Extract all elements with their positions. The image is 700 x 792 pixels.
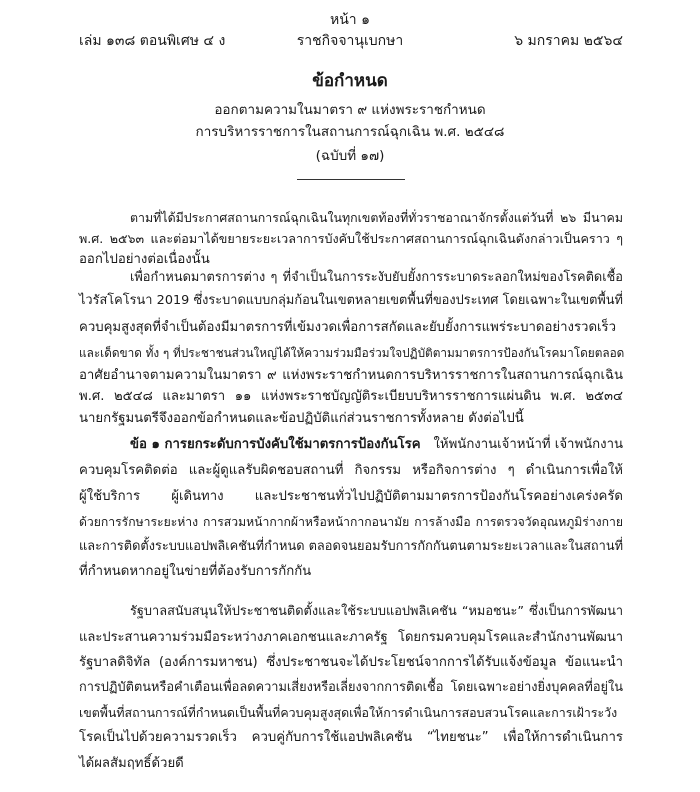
paragraph-4-line-7: ได้ผลสัมฤทธิ์ด้วยดี xyxy=(79,756,184,771)
document-title: ข้อกำหนด xyxy=(312,71,388,91)
paragraph-4-line-3: รัฐบาลดิจิทัล (องค์การมหาชน) ซึ่งประชาชนจะได้ประโยชน์จากการได้รับแจ้งข้อมูล ข้อแนะนำ xyxy=(79,655,623,670)
gazette-name: ราชกิจจานุเบกษา xyxy=(296,33,404,49)
subtitle-line-1: ออกตามความในมาตรา ๙ แห่งพระราชกำหนด xyxy=(214,102,486,118)
paragraph-2-line-3: ควบคุมสูงสุดที่จำเป็นต้องมีมาตรการที่เข้มงวดเพื่อการสกัดและยับยั้งการแพร่ระบาดอย่างรวดเร็ว xyxy=(79,320,616,335)
publication-date: ๖ มกราคม ๒๕๖๔ xyxy=(514,33,623,49)
paragraph-4-line-5: เขตพื้นที่สถานการณ์ที่กำหนดเป็นพื้นที่ควบคุมสูงสุดเพื่อให้การดำเนินการสอบสวนโรคและการเฝ้าระวัง xyxy=(79,705,618,720)
paragraph-2-line-2: ไวรัสโคโรนา 2019 ซึ่งระบาดแบบกลุ่มก้อนในเขตหลายเขตพื้นที่ของประเทศ โดยเฉพาะในเขตพื้นที่ xyxy=(79,293,623,308)
clause-1-line-2: ควบคุมโรคติดต่อ และผู้ดูแลรับผิดชอบสถานที่ กิจกรรม หรือกิจการต่าง ๆ ดำเนินการเพื่อให้ xyxy=(79,463,623,478)
paragraph-4-line-2: และประสานความร่วมมือระหว่างภาคเอกชนและภาครัฐ โดยกรมควบคุมโรคและสำนักงานพัฒนา xyxy=(79,630,623,645)
subtitle-line-2: การบริหารราชการในสถานการณ์ฉุกเฉิน พ.ศ. ๒๕๔๘ xyxy=(195,124,505,140)
paragraph-1-line-1: ตามที่ได้มีประกาศสถานการณ์ฉุกเฉินในทุกเขตท้องที่ทั่วราชอาณาจักรตั้งแต่วันที่ ๒๖ มีนาคม xyxy=(130,210,623,225)
clause-1-line-4: ด้วยการรักษาระยะห่าง การสวมหน้ากากผ้าหรือหน้ากากอนามัย การล้างมือ การตรวจวัดอุณหภูมิร่างกาย xyxy=(79,515,623,529)
paragraph-1-line-2: พ.ศ. ๒๕๖๓ และต่อมาได้ขยายระยะเวลาการบังคับใช้ประกาศสถานการณ์ฉุกเฉินดังกล่าวเป็นคราว ๆ xyxy=(79,231,623,246)
paragraph-1-line-3: ออกไปอย่างต่อเนื่องนั้น xyxy=(79,252,210,267)
volume-info: เล่ม ๑๓๘ ตอนพิเศษ ๔ ง xyxy=(79,33,226,49)
clause-1-heading: ข้อ ๑ การยกระดับการบังคับใช้มาตรการป้องกันโรค xyxy=(130,437,421,452)
title-divider xyxy=(297,179,405,180)
edition-number: (ฉบับที่ ๑๗) xyxy=(315,148,385,164)
paragraph-4-line-6: โรคเป็นไปด้วยความรวดเร็ว ควบคู่กับการใช้แอปพลิเคชัน “ไทยชนะ” เพื่อให้การดำเนินการ xyxy=(79,730,623,745)
paragraph-4-line-1: รัฐบาลสนับสนุนให้ประชาชนติดตั้งและใช้ระบบแอปพลิเคชัน “หมอชนะ” ซึ่งเป็นการพัฒนา xyxy=(130,604,623,619)
paragraph-2-line-6: พ.ศ. ๒๕๔๘ และมาตรา ๑๑ แห่งพระราชบัญญัติระเบียบบริหารราชการแผ่นดิน พ.ศ. ๒๕๓๔ xyxy=(79,389,623,404)
paragraph-2-line-5: อาศัยอำนาจตามความในมาตรา ๙ แห่งพระราชกำหนดการบริหารราชการในสถานการณ์ฉุกเฉิน xyxy=(79,368,623,383)
clause-1-line-3: ผู้ใช้บริการ ผู้เดินทาง และประชาชนทั่วไปปฏิบัติตามมาตรการป้องกันโรคอย่างเคร่งครัด xyxy=(79,489,623,504)
clause-1-line-1 xyxy=(130,437,623,453)
page-number: หน้า ๑ xyxy=(330,12,370,28)
paragraph-2-line-1: เพื่อกำหนดมาตรการต่าง ๆ ที่จำเป็นในการระงับยับยั้งการระบาดระลอกใหม่ของโรคติดเชื้อ xyxy=(130,270,623,285)
clause-1-line-5: และการติดตั้งระบบแอปพลิเคชันที่กำหนด ตลอดจนยอมรับการกักกันตนตามระยะเวลาและในสถานที่ xyxy=(79,539,623,554)
paragraph-4-line-4: การปฏิบัติตนหรือคำเตือนเพื่อลดความเสี่ยงหรือเลี่ยงจากการติดเชื้อ โดยเฉพาะอย่างยิ่งบุคคลที่อยู่ใน xyxy=(79,680,623,695)
clause-1-line-6: ที่กำหนดหากอยู่ในข่ายที่ต้องรับการกักกัน xyxy=(79,564,312,579)
paragraph-2-line-7: นายกรัฐมนตรีจึงออกข้อกำหนดและข้อปฏิบัติแก่ส่วนราชการทั้งหลาย ดังต่อไปนี้ xyxy=(79,411,524,426)
clause-1-text-start: ให้พนักงานเจ้าหน้าที่ เจ้าพนักงาน xyxy=(433,437,623,452)
paragraph-2-line-4: และเด็ดขาด ทั้ง ๆ ที่ประชาชนส่วนใหญ่ได้ให้ความร่วมมือร่วมใจปฏิบัติตามมาตรการป้องกันโรคมาโดยตลอด xyxy=(79,346,625,360)
